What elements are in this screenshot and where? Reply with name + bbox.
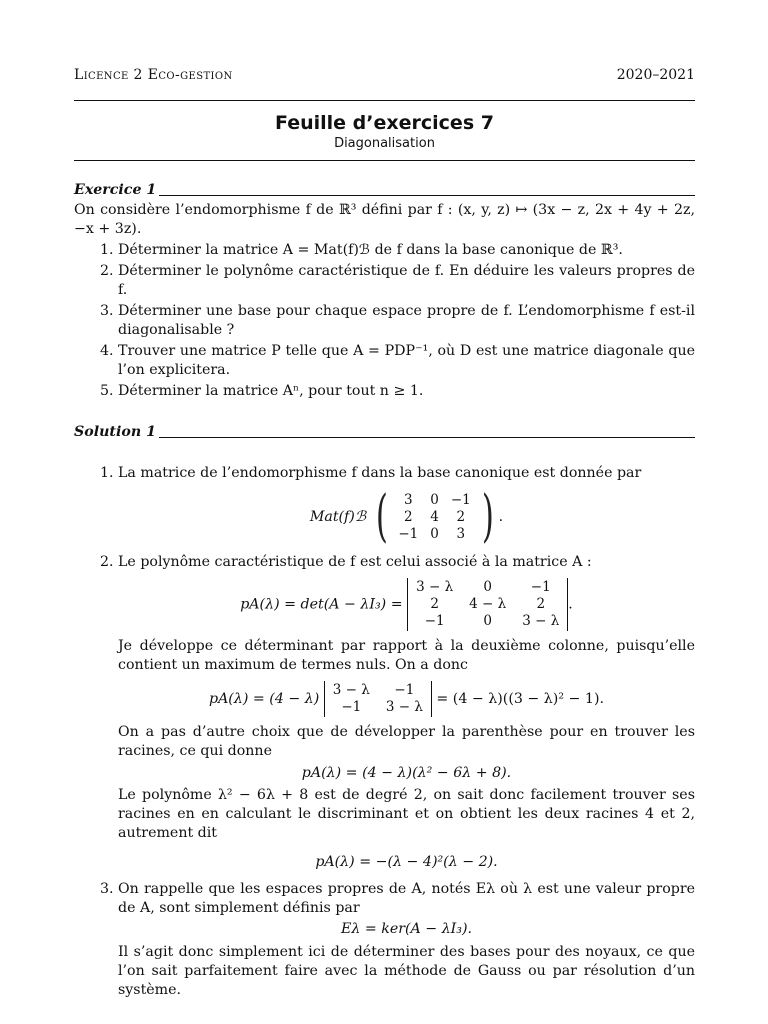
matrix-of-f: ( 3 0 −1 2 4 2 −1 0 3 ) xyxy=(375,484,494,549)
exercise-question: 1. Déterminer la matrice A = Mat(f)ℬ de f dans la base canonique de ℝ³. xyxy=(118,241,695,260)
solution-step-2 xyxy=(118,553,695,872)
eigenspace-definition: Eλ = ker(A − λI₃). xyxy=(340,921,473,937)
matrix-lhs: Mat(f)ℬ xyxy=(309,509,366,525)
solution-paragraph: On a pas d’autre choix que de développer la parenthèse pour en trouver les racines, ce qui donne xyxy=(118,724,695,759)
matrix-cell: 3 xyxy=(404,491,413,508)
exercise-label: Exercice 1 xyxy=(74,182,157,198)
matrix-cell: 2 xyxy=(456,508,466,525)
solution-step-3 xyxy=(118,880,695,1000)
solution-step-text: On rappelle que les espaces propres de A, notés Eλ où λ est une valeur propre de A, sont simplement définis par xyxy=(118,881,695,916)
solution-heading-rule xyxy=(159,437,695,438)
course-name: Licence 2 Eco-gestion xyxy=(74,67,233,83)
det-cell: 2 xyxy=(430,596,439,612)
matrix-cell: 2 xyxy=(404,508,413,525)
det-cell: 2 xyxy=(536,596,546,612)
matrix-cell: 4 xyxy=(430,508,439,525)
document-page xyxy=(74,62,695,1008)
solution-paragraph: Il s’agit donc simplement ici de déterminer des bases pour des noyaux, ce que l’on sait parfaitement faire avec la méthode de Gauss ou par résolution d’un système. xyxy=(118,944,695,998)
det-cell: 3 − λ xyxy=(332,682,370,698)
matrix-cell: −1 xyxy=(450,491,471,508)
det-cell: 3 − λ xyxy=(385,699,423,715)
academic-year: 2020–2021 xyxy=(616,67,695,83)
sheet-title: Feuille d’exercices 7 xyxy=(275,112,494,134)
final-polynomial: pA(λ) = −(λ − 4)²(λ − 2). xyxy=(315,854,498,870)
solution-list xyxy=(74,464,695,1000)
det-cell: 3 − λ xyxy=(522,613,560,629)
exercise-question-list xyxy=(74,241,695,401)
det-cell: 0 xyxy=(483,579,492,595)
sheet-subtitle: Diagonalisation xyxy=(334,136,435,151)
characteristic-polynomial-equation: pA(λ) = det(A − λI₃) = 3 − λ 0 −1 2 4 − λ 2 −1 0 3 − λ . xyxy=(240,579,573,629)
det-lhs: pA(λ) = det(A − λI₃) = xyxy=(240,596,403,613)
exercise-question: 4. Trouver une matrice P telle que A = PDP⁻¹, où D est une matrice diagonale que l’on explicitera. xyxy=(118,342,695,380)
title-block xyxy=(74,101,695,160)
solution-step-text: La matrice de l’endomorphisme f dans la base canonique est donnée par xyxy=(118,465,642,481)
exercise-question: 2. Déterminer le polynôme caractéristique de f. En déduire les valeurs propres de f. xyxy=(118,262,695,300)
header-rule-bottom xyxy=(74,160,695,161)
exercise-question: 5. Déterminer la matrice Aⁿ, pour tout n ≥ 1. xyxy=(118,382,695,401)
expansion-equation xyxy=(118,681,695,717)
solution-paragraph: Je développe ce déterminant par rapport à la deuxième colonne, puisqu’elle contient un maximum de termes nuls. On a donc xyxy=(118,638,695,673)
matrix-equation: Mat(f)ℬ ( 3 0 −1 2 4 2 −1 0 3 ) . xyxy=(309,484,504,549)
exercise-question: 3. Déterminer une base pour chaque espace propre de f. L’endomorphisme f est-il diagonalisable ? xyxy=(118,302,695,340)
det-cell: 4 − λ xyxy=(469,596,507,612)
det-cell: −1 xyxy=(341,699,362,715)
running-header xyxy=(74,66,695,85)
matrix-cell: −1 xyxy=(398,525,419,542)
det-cell: −1 xyxy=(530,579,551,595)
determinant-2x2 xyxy=(324,681,432,717)
matrix-cell: 3 xyxy=(456,525,466,542)
solution-step-text: Le polynôme caractéristique de f est celui associé à la matrice A : xyxy=(118,554,592,570)
det-cell: −1 xyxy=(424,613,445,629)
exercise-heading-rule xyxy=(159,195,695,196)
expansion-rhs: = (4 − λ)((3 − λ)² − 1). xyxy=(436,691,604,707)
solution-label: Solution 1 xyxy=(74,424,156,440)
expansion-lhs: pA(λ) = (4 − λ) xyxy=(208,691,320,707)
matrix-cell: 0 xyxy=(430,491,439,508)
solution-step-1 xyxy=(118,464,695,549)
exercise-heading xyxy=(74,181,695,200)
det-cell: 3 − λ xyxy=(416,579,454,595)
exercise-intro: On considère l’endomorphisme f de ℝ³ défini par f : (x, y, z) ↦ (3x − z, 2x + 4y + 2z, −x + 3z). xyxy=(74,202,695,237)
factored-polynomial: pA(λ) = (4 − λ)(λ² − 6λ + 8). xyxy=(301,765,512,781)
det-cell: −1 xyxy=(394,682,415,698)
det-cell: 0 xyxy=(483,613,492,629)
determinant-3x3 xyxy=(407,578,568,631)
solution-heading xyxy=(74,423,695,442)
solution-paragraph: Le polynôme λ² − 6λ + 8 est de degré 2, on sait donc facilement trouver ses racines en en calculant le discriminant et on obtient les deux racines 4 et 2, autrement dit xyxy=(118,787,695,841)
matrix-cell: 0 xyxy=(430,525,439,542)
